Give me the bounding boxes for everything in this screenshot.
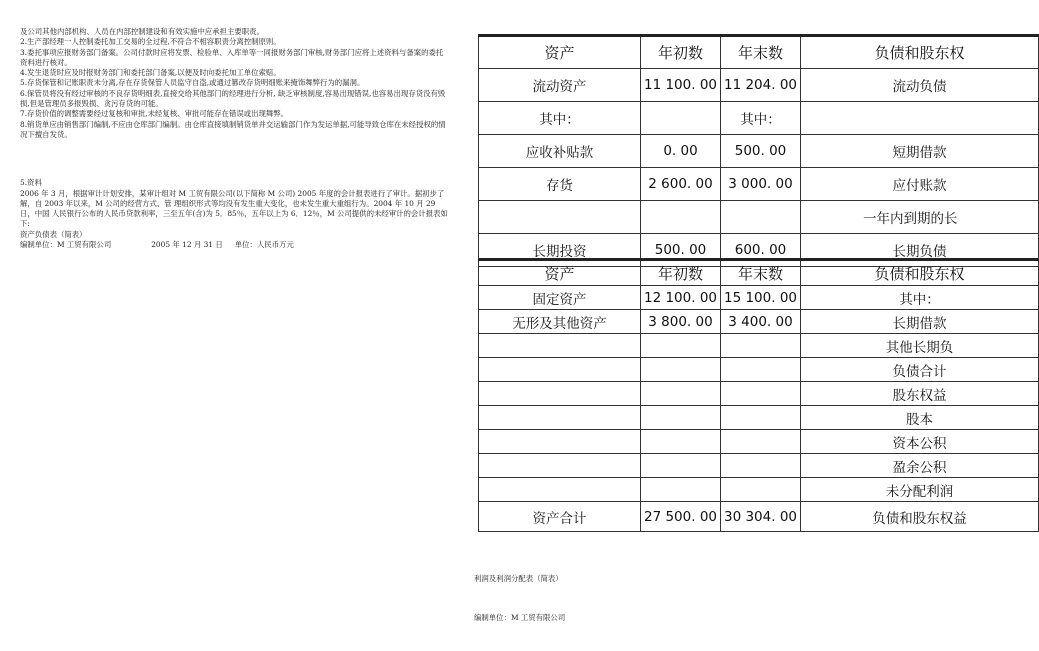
- balance-sheet-scan-top: [478, 34, 965, 272]
- table-cell: [641, 454, 721, 478]
- paragraph-intro: 及公司其他内部机构、人员在内部控制建设和有效实施中应承担主要职责。: [20, 27, 264, 36]
- statement-meta: [20, 240, 450, 250]
- table-cell: 长期投资: [479, 234, 641, 267]
- table-cell: 500. 00: [641, 234, 721, 267]
- table-row: [479, 478, 1039, 502]
- statement-title: 资产负债表（简表）: [20, 229, 87, 239]
- table-cell: 盈余公积: [801, 454, 1039, 478]
- table-cell: [641, 430, 721, 454]
- table-cell: [479, 430, 641, 454]
- balance-sheet-table-bottom: [478, 258, 1039, 532]
- table-cell: 固定资产: [479, 286, 641, 310]
- table-cell: 其中：: [479, 102, 641, 135]
- table-cell: 长期负债: [801, 234, 1039, 267]
- table-cell: 3 000. 00: [721, 168, 801, 201]
- table-cell: 流动资产: [479, 69, 641, 102]
- table-cell: 12 100. 00: [641, 286, 721, 310]
- paragraph-item-5: 5.存货保管和记账职责未分离,存在存货保管人员监守自盗,或通过篡改存货明细账来掩饰舞弊行为的漏洞。: [20, 78, 365, 88]
- table-cell: [721, 358, 801, 382]
- table-cell: 0. 00: [641, 135, 721, 168]
- table-cell: [641, 478, 721, 502]
- total-cell: 27 500. 00: [641, 502, 721, 532]
- table-cell: 股东权益: [801, 382, 1039, 406]
- table-cell: [721, 478, 801, 502]
- table-row: [479, 102, 1039, 135]
- table-cell: 应付账款: [801, 168, 1039, 201]
- table-row: [479, 201, 1039, 234]
- table-cell: 其中：: [801, 286, 1039, 310]
- table-cell: [479, 358, 641, 382]
- table-row: [479, 69, 1039, 102]
- income-statement-title: 利润及利润分配表（简表）: [474, 574, 563, 583]
- table-cell: [801, 102, 1039, 135]
- table-cell: [641, 406, 721, 430]
- header-cell: 负债和股东权: [801, 36, 1039, 69]
- table-row: [479, 168, 1039, 201]
- table-row: [479, 310, 1039, 334]
- table-cell: 500. 00: [721, 135, 801, 168]
- table-row: [479, 135, 1039, 168]
- header-cell: 资产: [479, 260, 641, 286]
- table-cell: 11 204. 00: [721, 69, 801, 102]
- table-cell: [479, 478, 641, 502]
- paragraph-item-4: 4.发生退货时应及时报财务部门和委托部门备案,以便及时向委托加工单位索赔。: [20, 68, 281, 78]
- header-cell: 资产: [479, 36, 641, 69]
- prepared-by: 编制单位：M 工贸有限公司: [20, 240, 112, 250]
- statement-date: 2005 年 12 月 31 日: [151, 240, 223, 250]
- table-cell: 短期借款: [801, 135, 1039, 168]
- table-cell: 流动负债: [801, 69, 1039, 102]
- paragraph-item-8: 8.销货单应由销售部门编制,不应由仓库部门编制。由仓库直接填制销货单并交运输部门作为发运单据,可能导致仓库在未经授权的情况下擅自发货。: [20, 119, 446, 139]
- table-cell: [479, 454, 641, 478]
- table-cell: 资本公积: [801, 430, 1039, 454]
- table-cell: 600. 00: [721, 234, 801, 267]
- section-body: 2006 年 3 月，根据审计计划安排，某审计组对 M 工贸有限公司(以下简称 M 公司) 2005 年度的会计报表进行了审计。据初步了解，自 2003 年以来，M 公司的经营方式、管 理组织形式等均没有发生重大变化，也未发生重大重组行为。2004 年 10 月 29 日，中国 人民银行公布的人民币贷款利率，三至五年(含)为 5．85％，五年以上为 6．12％，M 公司提供的未经审计的会计报表如下:: [20, 188, 448, 229]
- table-cell: 无形及其他资产: [479, 310, 641, 334]
- table-cell: 一年内到期的长: [801, 201, 1039, 234]
- header-cell: 年初数: [641, 260, 721, 286]
- header-cell: 负债和股东权: [801, 260, 1039, 286]
- table-row: [479, 358, 1039, 382]
- table-row: [479, 454, 1039, 478]
- table-cell: 未分配利润: [801, 478, 1039, 502]
- table-cell: 股本: [801, 406, 1039, 430]
- table-cell: [721, 201, 801, 234]
- table-cell: 3 800. 00: [641, 310, 721, 334]
- table-cell: 应收补贴款: [479, 135, 641, 168]
- paragraph-item-2: 2.生产部经理一人控制委托加工交易的全过程,不符合不相容职责分离控制原则。: [20, 37, 281, 47]
- section-title: 5.资料: [20, 178, 42, 188]
- table-cell: [721, 334, 801, 358]
- table-row: [479, 430, 1039, 454]
- table-cell: [641, 102, 721, 135]
- table-cell: [479, 382, 641, 406]
- table-cell: [479, 334, 641, 358]
- statement-unit: 单位：人民币万元: [234, 240, 294, 250]
- table-cell: 负债合计: [801, 358, 1039, 382]
- table-header-row: [479, 260, 1039, 286]
- table-row: [479, 406, 1039, 430]
- table-cell: [479, 201, 641, 234]
- table-cell: [721, 454, 801, 478]
- total-cell: 负债和股东权益: [801, 502, 1039, 532]
- table-header-row: [479, 36, 1039, 69]
- table-cell: 存货: [479, 168, 641, 201]
- table-cell: [479, 406, 641, 430]
- total-cell: 资产合计: [479, 502, 641, 532]
- table-cell: [641, 358, 721, 382]
- paragraph-item-3: 3.委托事项应报财务部门备案。公司付款时应将发票、检验单、入库单等一同报财务部门审核,财务部门应将上述资料与备案的委托资料进行核对。: [20, 47, 444, 67]
- header-cell: 年初数: [641, 36, 721, 69]
- header-cell: 年末数: [721, 260, 801, 286]
- table-cell: 长期借款: [801, 310, 1039, 334]
- table-cell: [641, 382, 721, 406]
- total-cell: 30 304. 00: [721, 502, 801, 532]
- header-cell: 年末数: [721, 36, 801, 69]
- balance-sheet-scan-bottom: [478, 258, 967, 558]
- balance-sheet-table-top: [478, 34, 1039, 267]
- table-row: [479, 334, 1039, 358]
- table-row: [479, 382, 1039, 406]
- table-cell: 其他长期负: [801, 334, 1039, 358]
- table-cell: [721, 430, 801, 454]
- table-cell: [721, 406, 801, 430]
- spacer: [20, 140, 450, 178]
- table-cell: 15 100. 00: [721, 286, 801, 310]
- income-statement-prepared-by: 编制单位：M 工贸有限公司: [474, 613, 566, 622]
- table-cell: 其中：: [721, 102, 801, 135]
- table-total-row: [479, 502, 1039, 532]
- table-row: [479, 286, 1039, 310]
- table-cell: [721, 382, 801, 406]
- table-cell: 2 600. 00: [641, 168, 721, 201]
- paragraph-item-7: 7.存货价值的调整需要经过复核和审批,未经复核、审批可能存在错误或出现舞弊。: [20, 109, 289, 119]
- table-cell: 3 400. 00: [721, 310, 801, 334]
- table-cell: [641, 334, 721, 358]
- table-cell: [641, 201, 721, 234]
- paragraph-item-6: 6.保管员将没有经过审核的不良存货明细表,直接交给其他部门的经理进行分析, 缺乏审核制度,容易出现错误,也容易出现存货没有毁损,但是管理员多报毁损、贪污存货的可能。: [20, 88, 446, 109]
- left-text-column: [20, 27, 450, 250]
- table-cell: 11 100. 00: [641, 69, 721, 102]
